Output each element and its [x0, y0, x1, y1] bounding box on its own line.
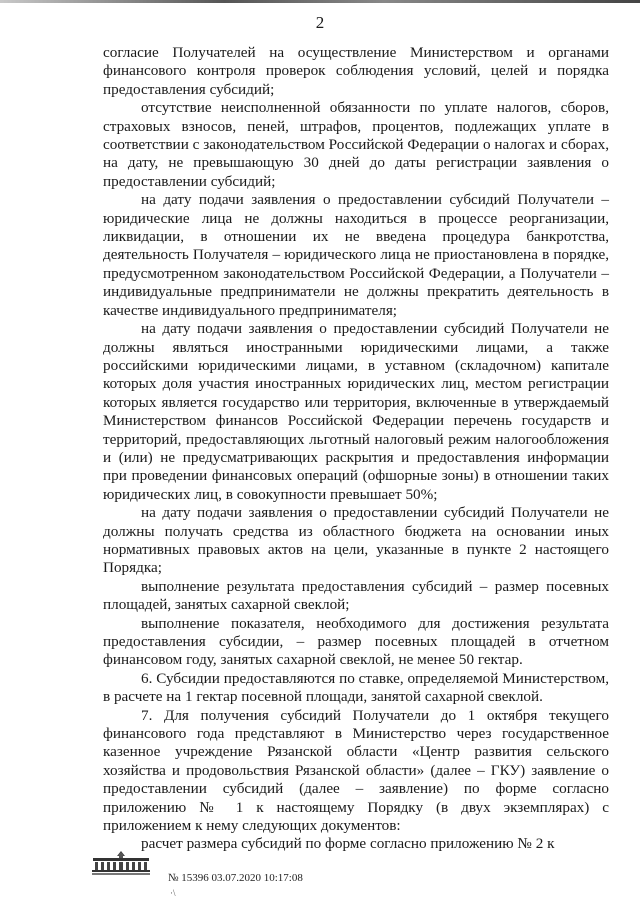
paragraph: 6. Субсидии предоставляются по ставке, определяемой Министерством, в расчете на 1 гектар посевной площади, занятой сахарной свеклой. [103, 669, 609, 706]
registration-stamp: № 15396 03.07.2020 10:17:08 [168, 872, 303, 884]
paragraph: отсутствие неисполненной обязанности по уплате налогов, сборов, страховых взносов, пеней, штрафов, процентов, подлежащих уплате в соответствии с законодательством Российской Федерации о налогах и сборах, на дату, не превышающую 30 дней до даты регистрации заявления о предоставлении субсидий; [103, 99, 609, 190]
paragraph: на дату подачи заявления о предоставлении субсидий Получатели не должны являться иностранными юридическими лицами, а также российскими юридическими лицами, в уставном (складочном) капитале которых доля участия иностранных юридических лиц, местом регистрации которых является государство или территория, включенные в утверждаемый Министерством финансов Российской Федерации перечень государств и территорий, предоставляющих льготный налоговый режим налогообложения и (или) не предусматривающих раскрытия и предоставления информации при проведении финансовых операций (офшорные зоны) в отношении таких юридических лиц, в совокупности превышает 50%; [103, 320, 609, 503]
paragraph: согласие Получателей на осуществление Министерством и органами финансового контроля проверок соблюдения условий, целей и порядка предоставления субсидий; [103, 44, 609, 98]
government-building-icon [90, 850, 152, 876]
page-number: 2 [315, 13, 325, 32]
paragraph: на дату подачи заявления о предоставлении субсидий Получатели не должны получать средства из областного бюджета на основании иных нормативных правовых актов на цели, указанные в пункте 2 настоящего Порядка; [103, 504, 609, 577]
paragraph: 7. Для получения субсидий Получатели до 1 октября текущего финансового года представляют в Министерство через государственное казенное учреждение Рязанской области «Центр развития сельского хозяйства и продовольствия Рязанской области» (далее – ГКУ) заявление о предоставлении субсидий (далее – заявление) по форме согласно приложению № 1 к настоящему Порядку (в двух экземплярах) с приложением к нему следующих документов: [103, 706, 609, 835]
scan-top-edge [0, 0, 640, 3]
footer [90, 850, 510, 900]
document-body [103, 44, 609, 854]
paragraph: расчет размера субсидий по форме согласно приложению № 2 к [141, 835, 555, 853]
scan-mark: ·\ [170, 888, 176, 898]
paragraph: выполнение результата предоставления субсидий – размер посевных площадей, занятых сахарной свеклой; [103, 577, 609, 614]
paragraph: на дату подачи заявления о предоставлении субсидий Получатели – юридические лица не должны находиться в процессе реорганизации, ликвидации, в отношении их не введена процедура банкротства, деятельность Получателя – юридического лица не приостановлена в порядке, предусмотренном законодательством Российской Федерации, а Получатели – индивидуальные предприниматели не должны прекратить деятельность в качестве индивидуального предпринимателя; [103, 191, 609, 319]
paragraph: выполнение показателя, необходимого для достижения результата предоставления субсидии, – размер посевных площадей в отчетном финансовом году, занятых сахарной свеклой, не менее 50 гектар. [103, 614, 609, 669]
